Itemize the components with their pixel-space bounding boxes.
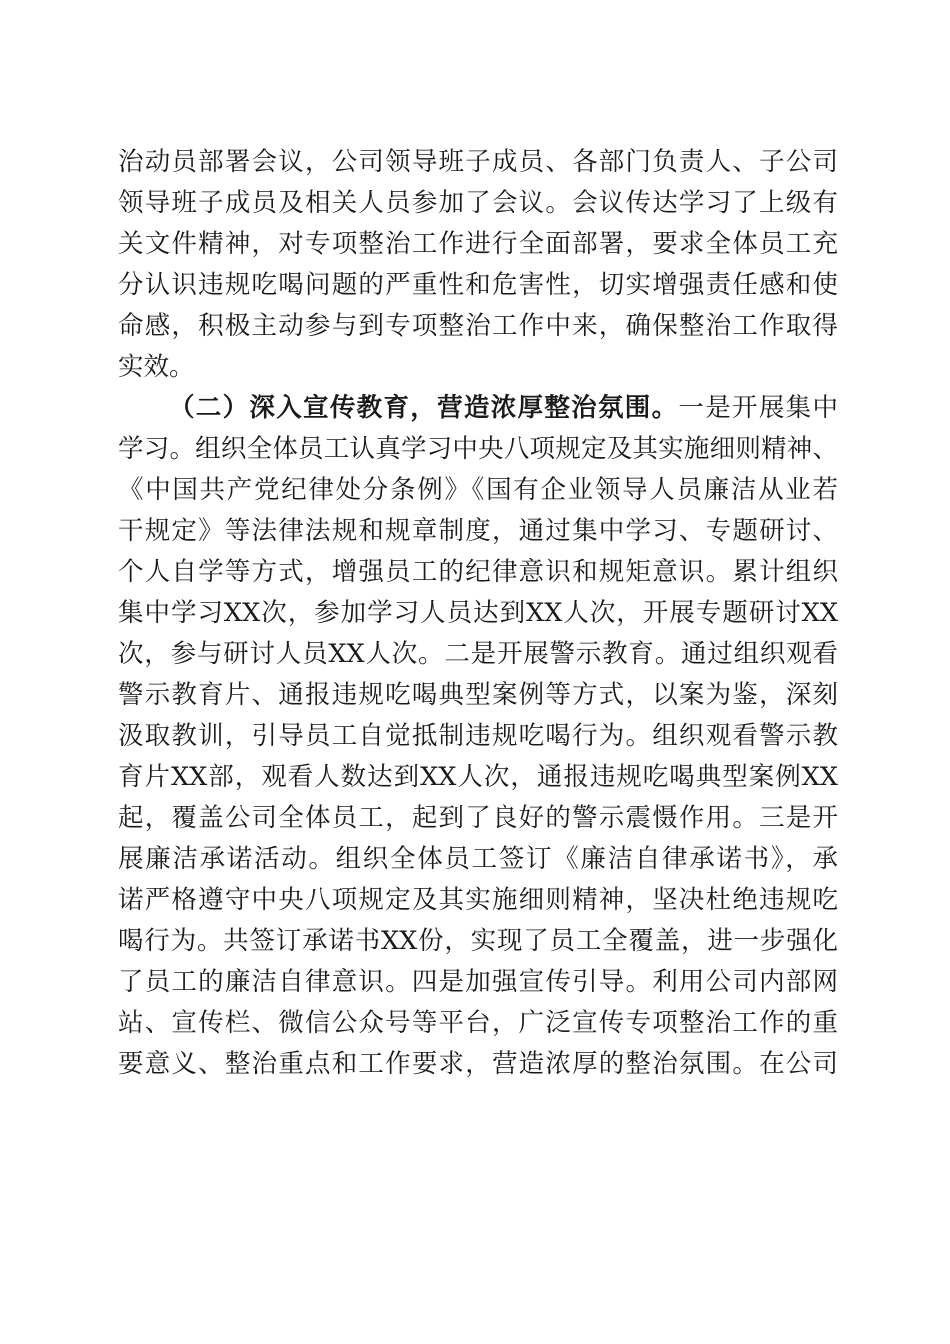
document-body (118, 142, 838, 1085)
paragraph-1-line-4: 分认识违规吃喝问题的严重性和危害性，切实增强责任感和使 (118, 270, 838, 300)
paragraph-2-line-15: 了员工的廉洁自律意识。四是加强宣传引导。利用公司内部网 (118, 967, 838, 997)
paragraph-2-line-3: 《中国共产党纪律处分条例》《国有企业领导人员廉洁从业若 (118, 475, 838, 505)
paragraph-2-line-9: 汲取教训，引导员工自觉抵制违规吃喝行为。组织观看警示教 (118, 721, 838, 751)
paragraph-2-line-5: 个人自学等方式，增强员工的纪律意识和规矩意识。累计组织 (118, 557, 838, 587)
section-heading: （二）深入宣传教育，营造浓厚整治氛围。 (169, 393, 679, 423)
paragraph-2-line-16: 站、宣传栏、微信公众号等平台，广泛宣传专项整治工作的重 (118, 1008, 838, 1038)
paragraph-2-line-2: 学习。组织全体员工认真学习中央八项规定及其实施细则精神、 (118, 434, 838, 464)
paragraph-2-line-7: 次，参与研讨人员XX人次。二是开展警示教育。通过组织观看 (118, 639, 838, 669)
paragraph-2-line-11: 起，覆盖公司全体员工，起到了良好的警示震慑作用。三是开 (118, 803, 838, 833)
paragraph-2-line-14: 喝行为。共签订承诺书XX份，实现了员工全覆盖，进一步强化 (118, 926, 838, 956)
paragraph-1-line-6: 实效。 (118, 352, 195, 382)
paragraph-2-first-line (118, 388, 838, 429)
paragraph-2-line-6: 集中学习XX次，参加学习人员达到XX人次，开展专题研讨XX (118, 598, 838, 628)
paragraph-2-line-10: 育片XX部，观看人数达到XX人次，通报违规吃喝典型案例XX (118, 762, 838, 792)
paragraph-1-line-1: 治动员部署会议，公司领导班子成员、各部门负责人、子公司 (118, 147, 838, 177)
paragraph-2-line-13: 诺严格遵守中央八项规定及其实施细则精神，坚决杜绝违规吃 (118, 885, 838, 915)
paragraph-2-line-8: 警示教育片、通报违规吃喝典型案例等方式，以案为鉴，深刻 (118, 680, 838, 710)
paragraph-2-first-line-text: 一是开展集中 (678, 393, 838, 423)
paragraph-2-line-17: 要意义、整治重点和工作要求，营造浓厚的整治氛围。在公司 (118, 1049, 838, 1079)
paragraph-1-line-2: 领导班子成员及相关人员参加了会议。会议传达学习了上级有 (118, 188, 838, 218)
paragraph-2-line-12: 展廉洁承诺活动。组织全体员工签订《廉洁自律承诺书》，承 (118, 844, 838, 874)
paragraph-1-line-5: 命感，积极主动参与到专项整治工作中来，确保整治工作取得 (118, 311, 838, 341)
paragraph-1-line-3: 关文件精神，对专项整治工作进行全面部署，要求全体员工充 (118, 229, 838, 259)
paragraph-2-line-4: 干规定》等法律法规和规章制度，通过集中学习、专题研讨、 (118, 516, 838, 546)
